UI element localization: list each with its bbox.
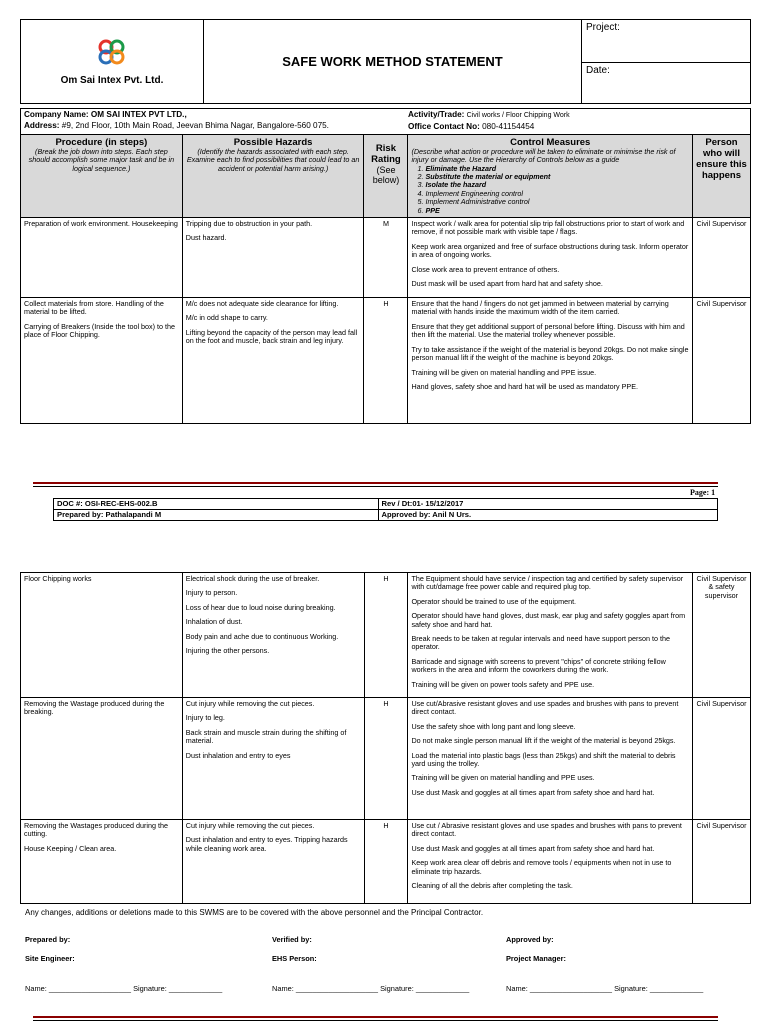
footer-rule-top [33, 482, 718, 484]
table-row: Collect materials from store. Handling of the material to be lifted. Carrying of Breakers (Inside the tool box) to the place of Floor Chipping. M/c does not adequate side clearance for lifting. M/c in odd shape to carry. Lifting beyond the capacity of the person may lead fall on the foot and muscle, back strain and leg injury. H Ensure that the hand / fingers do not get jammed in between material by carrying material with hands inside the maximum width of the item carried. Ensure that they get additional support of personal before lifting. Discuss with him and then lift the material. Use the material trolley whenever possible. Try to take assistance if the weight of the material is beyond 20kgs. Do not make single person manual lift if the weight of the machine is beyond 20kgs. Training will be given on material handling and PPE issue. Hand gloves, safety shoe and hard hat will be used as mandatory PPE. Civil Supervisor [21, 298, 751, 424]
date-field: Date: [586, 65, 610, 76]
footer-rule-bottom [33, 1016, 718, 1018]
table-row: Removing the Wastages produced during the cutting. House Keeping / Clean area. Cut injury while removing the cut pieces. Dust inhalation and entry to eyes. Tripping hazards while cleaning work area. H Use cut / Abrasive resistant gloves and use spades and brushes with pans to prevent direct contact. Use dust Mask and goggles at all times apart from safety shoe and hard hat. Keep work area clear off debris and remove tools / equipments when not in use to eliminate trip hazards. Cleaning of all the debris after completing the task. Civil Supervisor [21, 820, 751, 904]
hierarchy-list: 1. Eliminate the Hazard 2. Substitute the material or equipment 3. Isolate the hazard 4. Implement Engineering control 5. Implement Administrative control 6. PPE [411, 165, 689, 215]
table-row: Removing the Wastage produced during the breaking. Cut injury while removing the cut pieces. Injury to leg. Back strain and muscle strain during the shifting of material. Dust inhalation and entry to eyes H Use cut/Abrasive resistant gloves and use spades and brushes with pans to prevent direct contact. Use the safety shoe with long pant and long sleeve. Do not make single person manual lift if the weight of the material is beyond 25kgs. Load the material into plastic bags (less than 25kgs) and shift the material to debris yard using the trolley. Training will be given on material handling and PPE uses. Use dust Mask and goggles at all times apart from safety shoe and hard hat. Civil Supervisor [21, 698, 751, 820]
office-value: 080-41154454 [482, 122, 535, 132]
procedure-header: Procedure (in steps) (Break the job down into steps. Each step should accomplish some major task and be in logical sequence.) [21, 134, 183, 217]
company-value: OM SAI INTEX PVT LTD., [90, 110, 187, 119]
footer-rule-thin [33, 486, 718, 487]
swms-table-page2 [20, 572, 751, 904]
table-row: Floor Chipping works Electrical shock during the use of breaker. Injury to person. Loss of hear due to loud noise during breaking. Inhalation of dust. Body pain and ache due to continuous Working. Injuring the other persons. H The Equipment should have service / inspection tag and certified by safety supervisor with cut/damage free power cable and required plug top. Operator should be trained to use of the equipment. Operator should have hand gloves, dust mask, ear plug and safety goggles apart from safety shoe and hard hat. Break needs to be taken at regular intervals and need have support person to the operator. Barricade and signage with screens to prevent "chips" of concrete striking fellow workers in the area and inform the coworkers during the work. Training will be given on power tools safety and PPE use. Civil Supervisor & safety supervisor [21, 573, 751, 698]
document-control-table: DOC #: OSI-REC-EHS-002.B Rev / Dt:01- 15/12/2017 Prepared by: Pathalapandi M Approved by: Anil N Urs. [53, 498, 718, 521]
footer-rule-thin-bottom [33, 1020, 718, 1021]
address-value: #9, 2nd Floor, 10th Main Road, Jeevan Bhima Nagar, Bangalore-560 075. [61, 121, 329, 131]
person-header: Person who will ensure this happens [692, 134, 750, 217]
company-logo-icon [95, 38, 129, 66]
name-signature-field[interactable]: Name: ____________________ Signature: _____________ [272, 984, 470, 993]
project-date-cell [582, 20, 751, 104]
hazards-header: Possible Hazards (Identify the hazards associated with each step. Examine each to find possibilities that could lead to an accident or potential harm arising.) [182, 134, 364, 217]
page-number: Page: 1 [690, 488, 716, 497]
logo-cell [21, 20, 204, 104]
page-title: SAFE WORK METHOD STATEMENT [204, 20, 582, 104]
company-info-row: Company Name: OM SAI INTEX PVT LTD., Address: #9, 2nd Floor, 10th Main Road, Jeevan Bhima Nagar, Bangalore-560 075. Activity/Trade: Civil works / Floor Chipping Work Office Contact No: 080-41154454 [21, 109, 751, 135]
document-header [20, 19, 751, 104]
risk-header: Risk Rating (See below) [364, 134, 408, 217]
activity-value: Civil works / Floor Chipping Work [466, 112, 570, 119]
changes-note: Any changes, additions or deletions made to this SWMS are to be covered with the above personnel and the Principal Contractor. [25, 908, 484, 917]
name-signature-field[interactable]: Name: ____________________ Signature: _____________ [25, 984, 223, 993]
name-signature-field[interactable]: Name: ____________________ Signature: _____________ [506, 984, 704, 993]
table-row: Preparation of work environment. Housekeeping Tripping due to obstruction in your path. Dust hazard. M Inspect work / walk area for potential slip trip fall obstructions prior to start of work and remove, if not possible mark with visible tape / flags. Keep work area organized and free of surface obstructions during task. Inform operator in area of ongoing works. Close work area to prevent entrance of others. Dust mask will be used apart from hard hat and safety shoe. Civil Supervisor [21, 218, 751, 298]
control-header: Control Measures (Describe what action or procedure will be taken to eliminate or minimise the risk of injury or damage. Use the Hierarchy of Controls below as a guide 1. Eliminate the Hazard 2. Substitute the material or equipment 3. Isolate the hazard 4. Implement Engineering control 5. Implement Administrative control 6. PPE [408, 134, 693, 217]
company-name: Om Sai Intex Pvt. Ltd. [60, 74, 164, 86]
project-field: Project: [582, 20, 750, 63]
swms-table-page1 [20, 108, 751, 424]
column-header-row [21, 134, 751, 217]
